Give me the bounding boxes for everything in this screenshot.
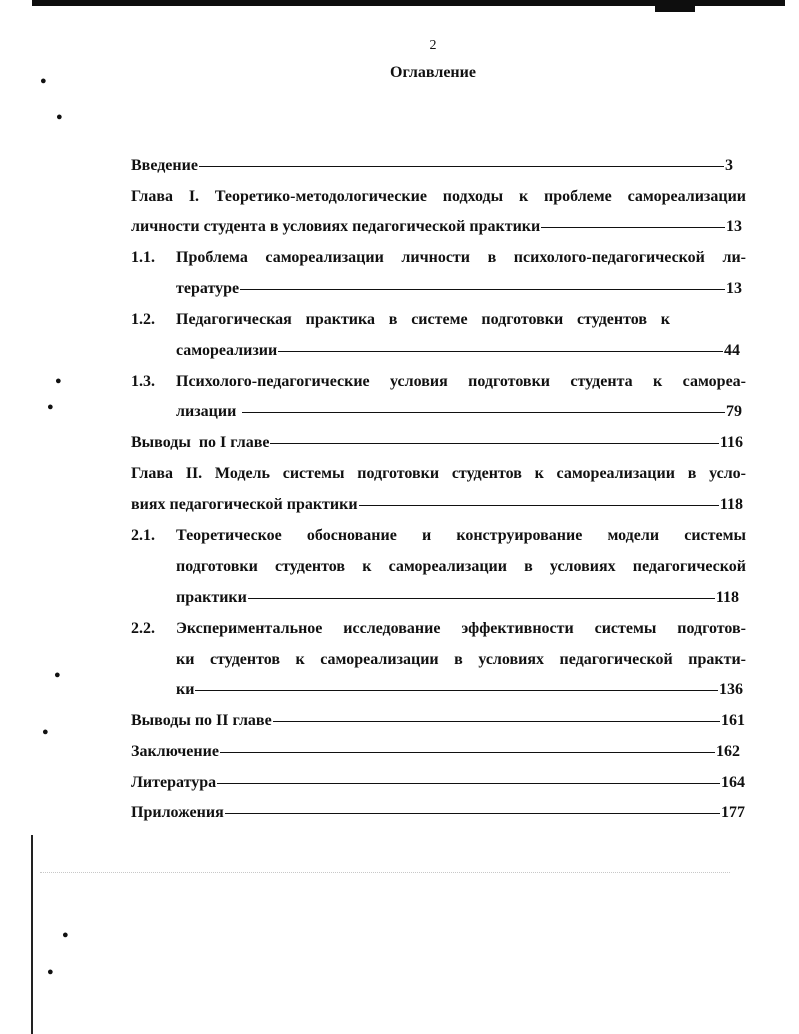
toc-label: практики — [176, 589, 247, 606]
toc-section-1-2-line2 — [176, 339, 740, 363]
toc-label: личности студента в условиях педагогической практики — [131, 218, 541, 235]
toc-label: Введение — [131, 157, 198, 174]
toc-section-2-2-line1: Экспериментальное исследование эффективности системы подготов- — [176, 620, 746, 637]
toc-leader — [199, 166, 724, 167]
toc-leader — [273, 721, 720, 722]
toc-section-2-2-line2: ки студентов к самореализации в условиях педагогической практи- — [176, 651, 746, 668]
scan-left-edge — [31, 835, 33, 1034]
toc-chapter-2-line2 — [131, 493, 743, 517]
toc-entry-literature — [131, 771, 745, 795]
toc-page-number: 44 — [724, 342, 740, 359]
toc-section-2-1-line1: Теоретическое обоснование и конструирование модели системы — [176, 527, 746, 544]
binding-hole-mark: ● — [42, 726, 49, 738]
toc-section-1-2-line1: Педагогическая практика в системе подготовки студентов к — [176, 311, 670, 328]
toc-entry-intro — [131, 154, 733, 178]
toc-section-number: 1.1. — [131, 249, 155, 266]
toc-section-1-3-line1: Психолого-педагогические условия подготовки студента к самореа- — [176, 373, 746, 390]
page-number: 2 — [429, 38, 437, 53]
toc-leader — [240, 289, 725, 290]
toc-label: Выводы по II главе — [131, 712, 272, 729]
toc-leader — [217, 783, 720, 784]
toc-section-2-1-line3 — [176, 586, 739, 610]
toc-leader — [270, 443, 718, 444]
toc-page-number: 177 — [721, 804, 745, 821]
toc-label: виях педагогической практики — [131, 496, 358, 513]
toc-section-1-1-line1: Проблема самореализации личности в психолого-педагогической ли- — [176, 249, 746, 266]
toc-page-number: 136 — [719, 681, 743, 698]
binding-hole-mark: ● — [55, 375, 62, 387]
toc-entry-conclusions-ch2 — [131, 709, 745, 733]
page-title: Оглавление — [390, 64, 476, 81]
binding-hole-mark: ● — [62, 929, 69, 941]
toc-label: тературе — [176, 280, 240, 297]
toc-leader — [220, 752, 715, 753]
scan-top-mark — [655, 2, 695, 12]
toc-chapter-2-line1: Глава II. Модель системы подготовки студентов к самореализации в усло- — [131, 465, 746, 482]
toc-leader — [541, 227, 725, 228]
toc-section-2-2-line3 — [176, 678, 743, 702]
toc-leader — [248, 598, 715, 599]
toc-section-1-1-line2 — [176, 277, 742, 301]
toc-page-number: 118 — [719, 496, 743, 513]
toc-page-number: 13 — [726, 218, 742, 235]
toc-page-number: 118 — [715, 589, 739, 606]
toc-section-number: 2.2. — [131, 620, 155, 637]
toc-label: Заключение — [131, 743, 219, 760]
toc-page-number: 79 — [726, 403, 742, 420]
binding-hole-mark: ● — [47, 401, 54, 413]
toc-leader — [195, 690, 718, 691]
toc-label: Приложения — [131, 804, 224, 821]
toc-leader — [278, 351, 723, 352]
toc-leader — [242, 412, 725, 413]
binding-hole-mark: ● — [47, 966, 54, 978]
toc-leader — [359, 505, 719, 506]
toc-entry-conclusion — [131, 740, 740, 764]
scan-faint-dots — [40, 872, 730, 887]
toc-page-number: 116 — [719, 434, 743, 451]
toc-label: ки — [176, 681, 195, 698]
toc-label: Выводы по I главе — [131, 434, 270, 451]
toc-page-number: 164 — [721, 774, 745, 791]
binding-hole-mark: ● — [54, 669, 61, 681]
binding-hole-mark: ● — [56, 111, 63, 123]
toc-section-2-1-line2: подготовки студентов к самореализации в условиях педагогической — [176, 558, 746, 575]
toc-entry-conclusions-ch1 — [131, 431, 743, 455]
toc-chapter-1-line1: Глава I. Теоретико-методологические подходы к проблеме самореализации — [131, 188, 746, 205]
toc-page-number: 13 — [726, 280, 742, 297]
toc-leader — [225, 813, 720, 814]
toc-label: лизации — [176, 403, 237, 420]
toc-section-number: 2.1. — [131, 527, 155, 544]
toc-page-number: 3 — [725, 157, 733, 174]
toc-section-number: 1.2. — [131, 311, 155, 328]
toc-section-number: 1.3. — [131, 373, 155, 390]
toc-label: Литература — [131, 774, 217, 791]
toc-entry-appendices — [131, 801, 745, 825]
toc-section-1-3-line2 — [176, 400, 742, 424]
toc-page-number: 161 — [721, 712, 745, 729]
toc-chapter-1-line2 — [131, 215, 742, 239]
binding-hole-mark: ● — [40, 75, 47, 87]
toc-page-number: 162 — [716, 743, 740, 760]
toc-label: самореализии — [176, 342, 278, 359]
